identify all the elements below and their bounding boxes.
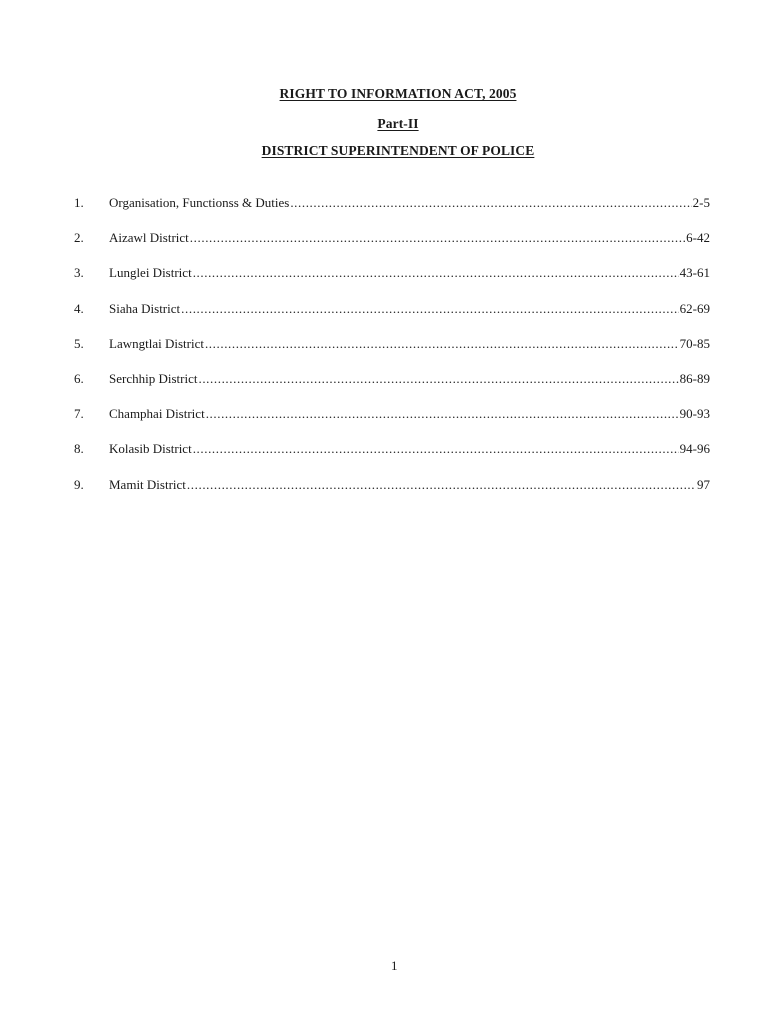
toc-entry-number: 5.	[74, 335, 84, 351]
table-of-contents	[74, 195, 714, 512]
toc-entry-line	[109, 265, 710, 281]
toc-entry-line	[109, 336, 710, 352]
toc-dot-leader	[193, 441, 679, 457]
document-title: RIGHT TO INFORMATION ACT, 2005	[279, 86, 517, 101]
toc-dot-leader	[198, 371, 678, 387]
toc-entry-number: 4.	[74, 300, 84, 316]
toc-entry-number: 6.	[74, 370, 84, 386]
toc-dot-leader	[190, 230, 685, 246]
toc-entry-number: 9.	[74, 476, 84, 492]
toc-entry-line	[109, 371, 710, 387]
toc-entry-pages: 97	[697, 476, 710, 492]
toc-entry-number: 8.	[74, 441, 84, 457]
toc-entry-title: Siaha District	[109, 300, 181, 316]
toc-entry-title: Lunglei District	[109, 265, 192, 281]
toc-entry-number: 1.	[74, 195, 84, 210]
toc-dot-leader	[206, 406, 679, 422]
toc-entry[interactable]	[74, 336, 714, 371]
toc-dot-leader	[205, 336, 679, 352]
toc-entry[interactable]	[74, 195, 714, 230]
toc-entry-pages: 90-93	[679, 406, 710, 422]
toc-entry-title: Lawngtlai District	[109, 335, 204, 351]
toc-entry[interactable]	[74, 441, 714, 476]
toc-entry-pages: 62-69	[679, 300, 710, 316]
toc-entry[interactable]	[74, 371, 714, 406]
toc-entry-pages: 70-85	[679, 335, 710, 351]
toc-entry-pages: 86-89	[679, 370, 710, 386]
toc-entry-pages: 94-96	[679, 441, 710, 457]
toc-entry-line	[109, 477, 710, 493]
toc-entry-number: 7.	[74, 406, 84, 422]
toc-dot-leader	[187, 477, 696, 493]
toc-dot-leader	[181, 301, 679, 317]
toc-entry-line	[109, 441, 710, 457]
toc-entry-pages: 6-42	[686, 230, 710, 246]
toc-entry-line	[109, 301, 710, 317]
toc-entry-title: Kolasib District	[109, 441, 192, 457]
toc-dot-leader	[193, 265, 679, 281]
toc-entry-title: Aizawl District	[109, 230, 189, 246]
toc-entry[interactable]	[74, 230, 714, 265]
toc-entry-title: Mamit District	[109, 476, 186, 492]
toc-entry-line	[109, 406, 710, 422]
toc-entry-line	[109, 195, 710, 211]
toc-entry-title: Champhai District	[109, 406, 205, 422]
toc-entry-pages: 2-5	[692, 195, 710, 210]
toc-entry[interactable]	[74, 477, 714, 512]
document-part: Part-II	[377, 116, 419, 131]
toc-entry-title: Organisation, Functionss & Duties	[109, 195, 290, 210]
toc-entry-line	[109, 230, 710, 246]
toc-entry[interactable]	[74, 406, 714, 441]
toc-entry-title: Serchhip District	[109, 370, 198, 386]
toc-entry-number: 2.	[74, 230, 84, 246]
toc-entry[interactable]	[74, 301, 714, 336]
toc-entry-pages: 43-61	[679, 265, 710, 281]
toc-entry-number: 3.	[74, 265, 84, 281]
toc-dot-leader	[290, 195, 691, 211]
document-subtitle: DISTRICT SUPERINTENDENT OF POLICE	[261, 143, 535, 158]
toc-entry[interactable]	[74, 265, 714, 300]
page-number: 1	[391, 958, 398, 973]
